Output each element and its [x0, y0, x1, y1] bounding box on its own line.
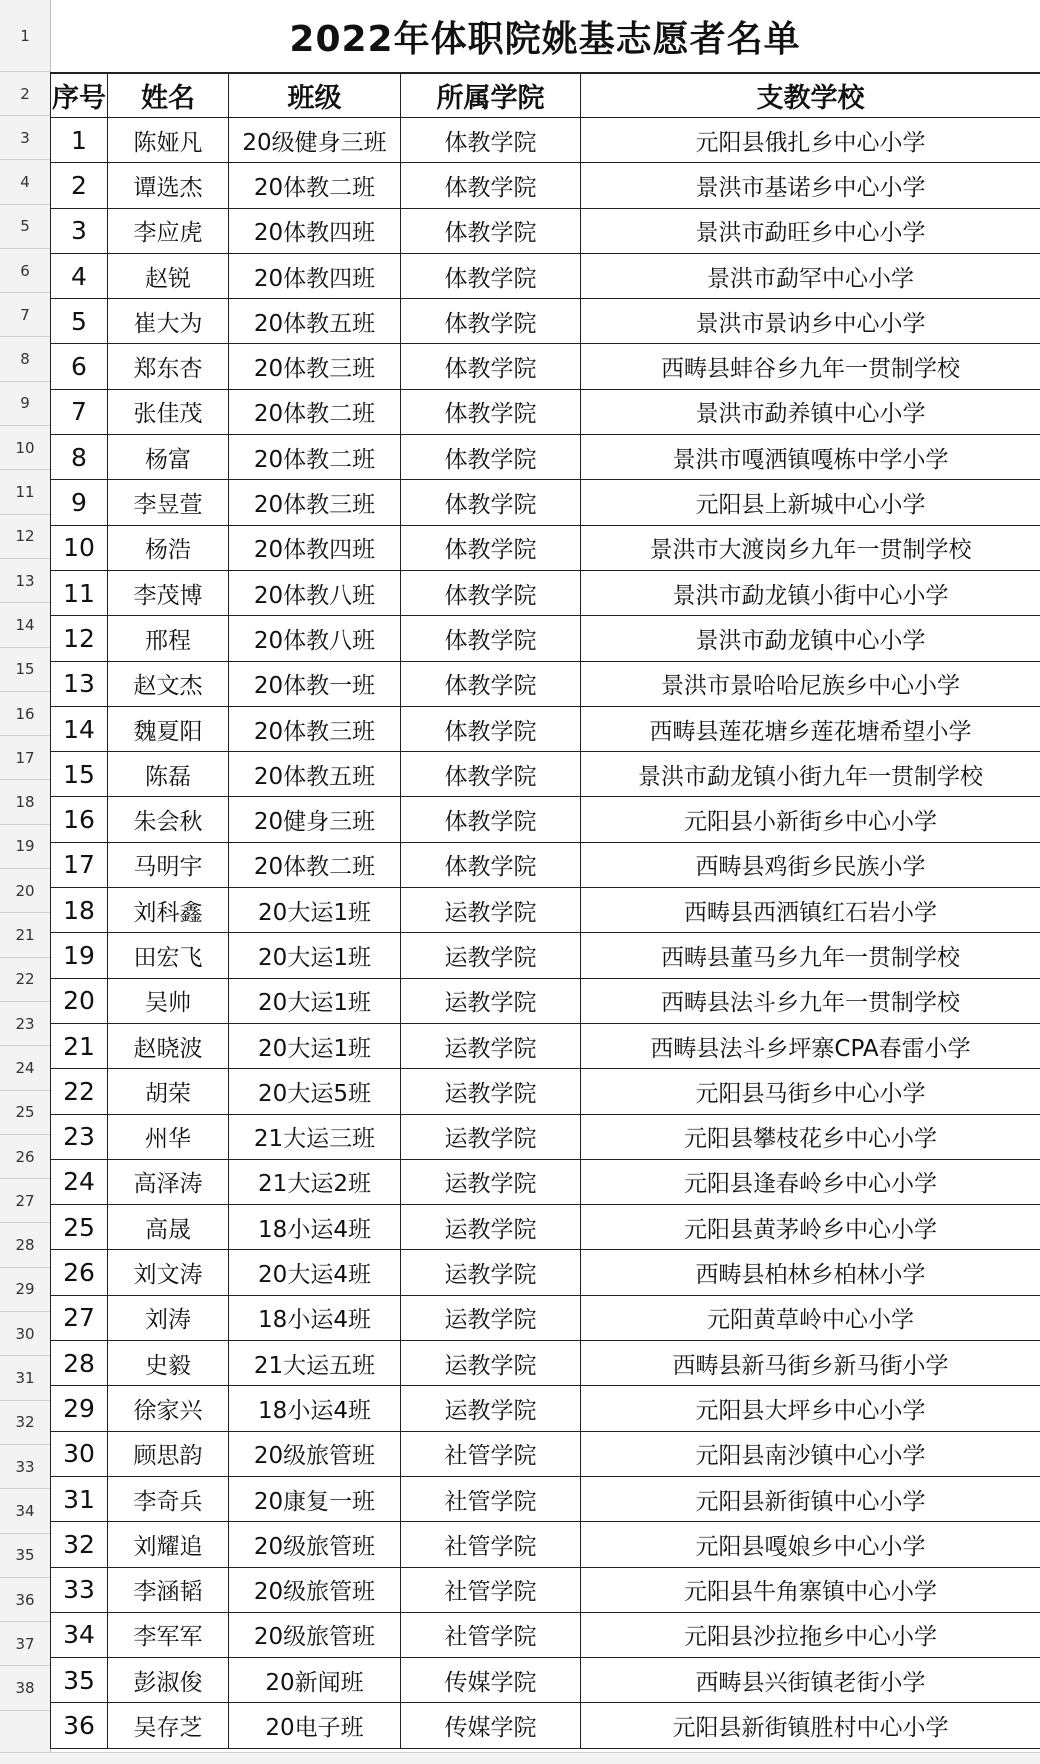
cell-school[interactable]: 元阳黄草岭中心小学 [581, 1295, 1040, 1340]
cell-index[interactable]: 14 [51, 706, 108, 751]
cell-index[interactable]: 29 [51, 1386, 108, 1431]
cell-school[interactable]: 西畴县莲花塘乡莲花塘希望小学 [581, 706, 1040, 751]
cell-name[interactable]: 张佳茂 [108, 389, 229, 434]
cell-name[interactable]: 谭选杰 [108, 163, 229, 208]
row-number[interactable]: 13 [0, 559, 50, 603]
cell-college[interactable]: 运教学院 [401, 1386, 581, 1431]
cell-class[interactable]: 20体教四班 [229, 253, 401, 298]
cell-college[interactable]: 社管学院 [401, 1431, 581, 1476]
row-number[interactable]: 33 [0, 1445, 50, 1489]
table-row [51, 1341, 1040, 1386]
cell-index[interactable]: 18 [51, 888, 108, 933]
cell-school[interactable]: 元阳县黄茅岭乡中心小学 [581, 1205, 1040, 1250]
row-number[interactable]: 6 [0, 249, 50, 293]
row-number[interactable]: 36 [0, 1578, 50, 1622]
cell-college[interactable]: 运教学院 [401, 1341, 581, 1386]
cell-college[interactable]: 运教学院 [401, 978, 581, 1023]
cell-name[interactable]: 赵锐 [108, 253, 229, 298]
row-number[interactable]: 29 [0, 1268, 50, 1312]
cell-college[interactable]: 运教学院 [401, 1023, 581, 1068]
cell-name[interactable]: 吴存芝 [108, 1703, 229, 1748]
cell-school[interactable]: 元阳县新街镇中心小学 [581, 1476, 1040, 1521]
cell-class[interactable]: 20大运1班 [229, 933, 401, 978]
cell-name[interactable]: 赵文杰 [108, 661, 229, 706]
cell-class[interactable]: 20体教四班 [229, 208, 401, 253]
cell-school[interactable]: 元阳县新街镇胜村中心小学 [581, 1703, 1040, 1748]
header-cell-class[interactable]: 班级 [229, 73, 401, 118]
cell-class[interactable]: 21大运三班 [229, 1114, 401, 1159]
row-number[interactable]: 20 [0, 869, 50, 913]
cell-college[interactable]: 体教学院 [401, 616, 581, 661]
row-number[interactable]: 37 [0, 1622, 50, 1666]
cell-name[interactable]: 史毅 [108, 1341, 229, 1386]
row-number[interactable]: 19 [0, 825, 50, 869]
cell-school[interactable]: 元阳县沙拉拖乡中心小学 [581, 1612, 1040, 1657]
cell-class[interactable]: 20体教二班 [229, 389, 401, 434]
cell-school[interactable]: 元阳县马街乡中心小学 [581, 1069, 1040, 1114]
table-row [51, 118, 1040, 163]
row-number[interactable]: 28 [0, 1224, 50, 1268]
cell-college[interactable]: 体教学院 [401, 299, 581, 344]
table-row [51, 978, 1040, 1023]
cell-college[interactable]: 社管学院 [401, 1522, 581, 1567]
table-row [51, 1250, 1040, 1295]
cell-name[interactable]: 李军军 [108, 1612, 229, 1657]
cell-index[interactable]: 16 [51, 797, 108, 842]
cell-name[interactable]: 郑东杏 [108, 344, 229, 389]
table-row [51, 842, 1040, 887]
table-row [51, 1205, 1040, 1250]
cell-college[interactable]: 运教学院 [401, 1295, 581, 1340]
table-row [51, 163, 1040, 208]
row-number[interactable]: 23 [0, 1002, 50, 1046]
cell-index[interactable]: 10 [51, 525, 108, 570]
cell-college[interactable]: 体教学院 [401, 842, 581, 887]
cell-name[interactable]: 彭淑俊 [108, 1658, 229, 1703]
cell-college[interactable]: 体教学院 [401, 480, 581, 525]
cell-college[interactable]: 体教学院 [401, 389, 581, 434]
cell-college[interactable]: 运教学院 [401, 1159, 581, 1204]
row-number[interactable]: 15 [0, 648, 50, 692]
cell-school[interactable]: 景洪市基诺乡中心小学 [581, 163, 1040, 208]
table-row [51, 1658, 1040, 1703]
row-number[interactable]: 17 [0, 736, 50, 780]
cell-school[interactable]: 西畴县法斗乡坪寨CPA春雷小学 [581, 1023, 1040, 1068]
row-number[interactable]: 12 [0, 515, 50, 559]
header-cell-index[interactable]: 序号 [51, 73, 108, 118]
cell-class[interactable]: 20级旅管班 [229, 1612, 401, 1657]
cell-index[interactable]: 25 [51, 1205, 108, 1250]
row-number[interactable]: 21 [0, 913, 50, 957]
cell-school[interactable]: 景洪市嘎洒镇嘎栋中学小学 [581, 435, 1040, 480]
table-row [51, 1476, 1040, 1521]
table-row [51, 616, 1040, 661]
cell-name[interactable]: 高泽涛 [108, 1159, 229, 1204]
cell-school[interactable]: 元阳县俄扎乡中心小学 [581, 118, 1040, 163]
cell-index[interactable]: 7 [51, 389, 108, 434]
cell-index[interactable]: 35 [51, 1658, 108, 1703]
cell-college[interactable]: 运教学院 [401, 933, 581, 978]
cell-school[interactable]: 景洪市勐罕中心小学 [581, 253, 1040, 298]
cell-class[interactable]: 20级旅管班 [229, 1567, 401, 1612]
cell-class[interactable]: 20大运1班 [229, 1023, 401, 1068]
cell-college[interactable]: 运教学院 [401, 888, 581, 933]
cell-name[interactable]: 吴帅 [108, 978, 229, 1023]
cell-class[interactable]: 20体教八班 [229, 570, 401, 615]
cell-name[interactable]: 高晟 [108, 1205, 229, 1250]
cell-name[interactable]: 李茂博 [108, 570, 229, 615]
cell-index[interactable]: 27 [51, 1295, 108, 1340]
row-number[interactable]: 2 [0, 72, 50, 116]
cell-name[interactable]: 胡荣 [108, 1069, 229, 1114]
cell-college[interactable]: 传媒学院 [401, 1658, 581, 1703]
cell-school[interactable]: 景洪市勐龙镇小街九年一贯制学校 [581, 752, 1040, 797]
sheet-title[interactable]: 2022年体职院姚基志愿者名单 [50, 0, 1040, 74]
cell-college[interactable]: 体教学院 [401, 118, 581, 163]
cell-school[interactable]: 元阳县嘎娘乡中心小学 [581, 1522, 1040, 1567]
row-number[interactable]: 26 [0, 1135, 50, 1179]
table-row [51, 1295, 1040, 1340]
table-row [51, 1386, 1040, 1431]
cell-class[interactable]: 18小运4班 [229, 1386, 401, 1431]
cell-college[interactable]: 体教学院 [401, 752, 581, 797]
row-number[interactable]: 8 [0, 338, 50, 382]
cell-index[interactable]: 24 [51, 1159, 108, 1204]
cell-school[interactable]: 元阳县上新城中心小学 [581, 480, 1040, 525]
cell-college[interactable]: 传媒学院 [401, 1703, 581, 1748]
cell-class[interactable]: 20体教三班 [229, 480, 401, 525]
cell-class[interactable]: 20体教八班 [229, 616, 401, 661]
cell-class[interactable]: 21大运五班 [229, 1341, 401, 1386]
cell-class[interactable]: 20体教四班 [229, 525, 401, 570]
cell-index[interactable]: 3 [51, 208, 108, 253]
cell-name[interactable]: 顾思韵 [108, 1431, 229, 1476]
table-row [51, 1023, 1040, 1068]
cell-index[interactable]: 28 [51, 1341, 108, 1386]
cell-class[interactable]: 21大运2班 [229, 1159, 401, 1204]
cell-school[interactable]: 西畴县新马街乡新马街小学 [581, 1341, 1040, 1386]
cell-name[interactable]: 杨富 [108, 435, 229, 480]
cell-name[interactable]: 李应虎 [108, 208, 229, 253]
cell-index[interactable]: 13 [51, 661, 108, 706]
row-number[interactable]: 32 [0, 1401, 50, 1445]
cell-school[interactable]: 西畴县法斗乡九年一贯制学校 [581, 978, 1040, 1023]
cell-college[interactable]: 体教学院 [401, 344, 581, 389]
cell-school[interactable]: 景洪市勐旺乡中心小学 [581, 208, 1040, 253]
header-cell-school[interactable]: 支教学校 [581, 73, 1040, 118]
sheet-bottom-edge [0, 1752, 1040, 1764]
cell-school[interactable]: 西畴县西洒镇红石岩小学 [581, 888, 1040, 933]
row-number[interactable]: 38 [0, 1667, 50, 1711]
cell-college[interactable]: 社管学院 [401, 1612, 581, 1657]
cell-name[interactable]: 马明宇 [108, 842, 229, 887]
cell-college[interactable]: 体教学院 [401, 661, 581, 706]
cell-class[interactable]: 18小运4班 [229, 1205, 401, 1250]
row-number[interactable]: 22 [0, 958, 50, 1002]
cell-index[interactable]: 20 [51, 978, 108, 1023]
cell-index[interactable]: 23 [51, 1114, 108, 1159]
cell-school[interactable]: 元阳县牛角寨镇中心小学 [581, 1567, 1040, 1612]
table-row [51, 1612, 1040, 1657]
cell-college[interactable]: 体教学院 [401, 253, 581, 298]
row-number[interactable]: 35 [0, 1534, 50, 1578]
cell-school[interactable]: 元阳县大坪乡中心小学 [581, 1386, 1040, 1431]
cell-class[interactable]: 20健身三班 [229, 797, 401, 842]
cell-college[interactable]: 体教学院 [401, 797, 581, 842]
row-number[interactable]: 16 [0, 692, 50, 736]
row-number[interactable]: 14 [0, 603, 50, 647]
row-number[interactable]: 11 [0, 470, 50, 514]
cell-class[interactable]: 20级旅管班 [229, 1522, 401, 1567]
row-number[interactable]: 34 [0, 1489, 50, 1533]
cell-class[interactable]: 20体教三班 [229, 706, 401, 751]
cell-name[interactable]: 田宏飞 [108, 933, 229, 978]
cell-college[interactable]: 体教学院 [401, 525, 581, 570]
table-row [51, 389, 1040, 434]
cell-index[interactable]: 26 [51, 1250, 108, 1295]
volunteer-table [50, 72, 1040, 1749]
cell-college[interactable]: 社管学院 [401, 1476, 581, 1521]
table-row [51, 706, 1040, 751]
table-row [51, 253, 1040, 298]
cell-class[interactable]: 20体教二班 [229, 842, 401, 887]
cell-name[interactable]: 杨浩 [108, 525, 229, 570]
table-row [51, 344, 1040, 389]
row-number[interactable]: 4 [0, 160, 50, 204]
cell-name[interactable]: 李涵韬 [108, 1567, 229, 1612]
cell-index[interactable]: 21 [51, 1023, 108, 1068]
cell-index[interactable]: 34 [51, 1612, 108, 1657]
cell-name[interactable]: 崔大为 [108, 299, 229, 344]
cell-index[interactable]: 12 [51, 616, 108, 661]
cell-index[interactable]: 9 [51, 480, 108, 525]
table-row [51, 1703, 1040, 1748]
cell-school[interactable]: 元阳县南沙镇中心小学 [581, 1431, 1040, 1476]
table-row [51, 1114, 1040, 1159]
cell-class[interactable]: 20级健身三班 [229, 118, 401, 163]
header-row [51, 73, 1040, 118]
cell-name[interactable]: 陈娅凡 [108, 118, 229, 163]
cell-index[interactable]: 15 [51, 752, 108, 797]
cell-school[interactable]: 景洪市勐龙镇小街中心小学 [581, 570, 1040, 615]
row-number[interactable]: 9 [0, 382, 50, 426]
cell-index[interactable]: 6 [51, 344, 108, 389]
cell-college[interactable]: 体教学院 [401, 208, 581, 253]
cell-college[interactable]: 体教学院 [401, 706, 581, 751]
cell-name[interactable]: 刘文涛 [108, 1250, 229, 1295]
cell-index[interactable]: 32 [51, 1522, 108, 1567]
cell-index[interactable]: 31 [51, 1476, 108, 1521]
cell-index[interactable]: 17 [51, 842, 108, 887]
cell-class[interactable]: 20康复一班 [229, 1476, 401, 1521]
cell-college[interactable]: 运教学院 [401, 1250, 581, 1295]
row-number[interactable]: 27 [0, 1179, 50, 1223]
cell-class[interactable]: 20级旅管班 [229, 1431, 401, 1476]
cell-class[interactable]: 20电子班 [229, 1703, 401, 1748]
header-cell-college[interactable]: 所属学院 [401, 73, 581, 118]
cell-name[interactable]: 邢程 [108, 616, 229, 661]
cell-school[interactable]: 西畴县鸡街乡民族小学 [581, 842, 1040, 887]
cell-name[interactable]: 朱会秋 [108, 797, 229, 842]
row-number[interactable]: 30 [0, 1312, 50, 1356]
cell-class[interactable]: 18小运4班 [229, 1295, 401, 1340]
cell-school[interactable]: 景洪市景讷乡中心小学 [581, 299, 1040, 344]
cell-school[interactable]: 西畴县兴街镇老街小学 [581, 1658, 1040, 1703]
cell-school[interactable]: 元阳县逢春岭乡中心小学 [581, 1159, 1040, 1204]
cell-name[interactable]: 刘科鑫 [108, 888, 229, 933]
cell-name[interactable]: 州华 [108, 1114, 229, 1159]
cell-college[interactable]: 体教学院 [401, 570, 581, 615]
cell-index[interactable]: 30 [51, 1431, 108, 1476]
cell-name[interactable]: 李昱萱 [108, 480, 229, 525]
cell-name[interactable]: 赵晓波 [108, 1023, 229, 1068]
table-row [51, 1069, 1040, 1114]
cell-class[interactable]: 20体教三班 [229, 344, 401, 389]
table-row [51, 1567, 1040, 1612]
cell-index[interactable]: 19 [51, 933, 108, 978]
cell-name[interactable]: 刘涛 [108, 1295, 229, 1340]
row-number[interactable]: 31 [0, 1356, 50, 1400]
cell-index[interactable]: 22 [51, 1069, 108, 1114]
cell-college[interactable]: 社管学院 [401, 1567, 581, 1612]
cell-college[interactable]: 运教学院 [401, 1069, 581, 1114]
cell-school[interactable]: 西畴县蚌谷乡九年一贯制学校 [581, 344, 1040, 389]
cell-name[interactable]: 魏夏阳 [108, 706, 229, 751]
row-number[interactable]: 1 [0, 0, 50, 72]
cell-school[interactable]: 元阳县小新街乡中心小学 [581, 797, 1040, 842]
cell-name[interactable]: 刘耀追 [108, 1522, 229, 1567]
row-number[interactable]: 25 [0, 1091, 50, 1135]
cell-class[interactable]: 20体教五班 [229, 752, 401, 797]
cell-class[interactable]: 20体教二班 [229, 435, 401, 480]
cell-school[interactable]: 西畴县柏林乡柏林小学 [581, 1250, 1040, 1295]
cell-name[interactable]: 徐家兴 [108, 1386, 229, 1431]
cell-index[interactable]: 2 [51, 163, 108, 208]
table-row [51, 525, 1040, 570]
table-row [51, 480, 1040, 525]
cell-school[interactable]: 元阳县攀枝花乡中心小学 [581, 1114, 1040, 1159]
cell-class[interactable]: 20大运4班 [229, 1250, 401, 1295]
cell-class[interactable]: 20大运1班 [229, 888, 401, 933]
cell-name[interactable]: 陈磊 [108, 752, 229, 797]
cell-index[interactable]: 8 [51, 435, 108, 480]
cell-school[interactable]: 景洪市景哈哈尼族乡中心小学 [581, 661, 1040, 706]
cell-college[interactable]: 运教学院 [401, 1114, 581, 1159]
table-row [51, 752, 1040, 797]
row-number[interactable]: 24 [0, 1046, 50, 1090]
table-row [51, 933, 1040, 978]
table-row [51, 435, 1040, 480]
table-row [51, 1159, 1040, 1204]
cell-index[interactable]: 1 [51, 118, 108, 163]
cell-index[interactable]: 36 [51, 1703, 108, 1748]
table-row [51, 1431, 1040, 1476]
cell-class[interactable]: 20体教一班 [229, 661, 401, 706]
header-cell-name[interactable]: 姓名 [108, 73, 229, 118]
table-row [51, 208, 1040, 253]
cell-school[interactable]: 景洪市勐龙镇中心小学 [581, 616, 1040, 661]
cell-index[interactable]: 33 [51, 1567, 108, 1612]
table-row [51, 661, 1040, 706]
row-number-column [0, 0, 51, 1763]
cell-class[interactable]: 20大运1班 [229, 978, 401, 1023]
cell-college[interactable]: 体教学院 [401, 163, 581, 208]
cell-class[interactable]: 20新闻班 [229, 1658, 401, 1703]
row-number[interactable]: 5 [0, 205, 50, 249]
cell-class[interactable]: 20体教五班 [229, 299, 401, 344]
row-number[interactable]: 7 [0, 293, 50, 337]
cell-school[interactable]: 景洪市大渡岗乡九年一贯制学校 [581, 525, 1040, 570]
cell-name[interactable]: 李奇兵 [108, 1476, 229, 1521]
row-number[interactable]: 3 [0, 116, 50, 160]
cell-index[interactable]: 11 [51, 570, 108, 615]
table-row [51, 299, 1040, 344]
row-number[interactable]: 10 [0, 426, 50, 470]
cell-school[interactable]: 景洪市勐养镇中心小学 [581, 389, 1040, 434]
cell-class[interactable]: 20体教二班 [229, 163, 401, 208]
table-row [51, 888, 1040, 933]
table-row [51, 570, 1040, 615]
cell-index[interactable]: 5 [51, 299, 108, 344]
cell-school[interactable]: 西畴县董马乡九年一贯制学校 [581, 933, 1040, 978]
cell-college[interactable]: 体教学院 [401, 435, 581, 480]
table-row [51, 797, 1040, 842]
cell-college[interactable]: 运教学院 [401, 1205, 581, 1250]
cell-index[interactable]: 4 [51, 253, 108, 298]
cell-class[interactable]: 20大运5班 [229, 1069, 401, 1114]
table-row [51, 1522, 1040, 1567]
row-number[interactable]: 18 [0, 781, 50, 825]
